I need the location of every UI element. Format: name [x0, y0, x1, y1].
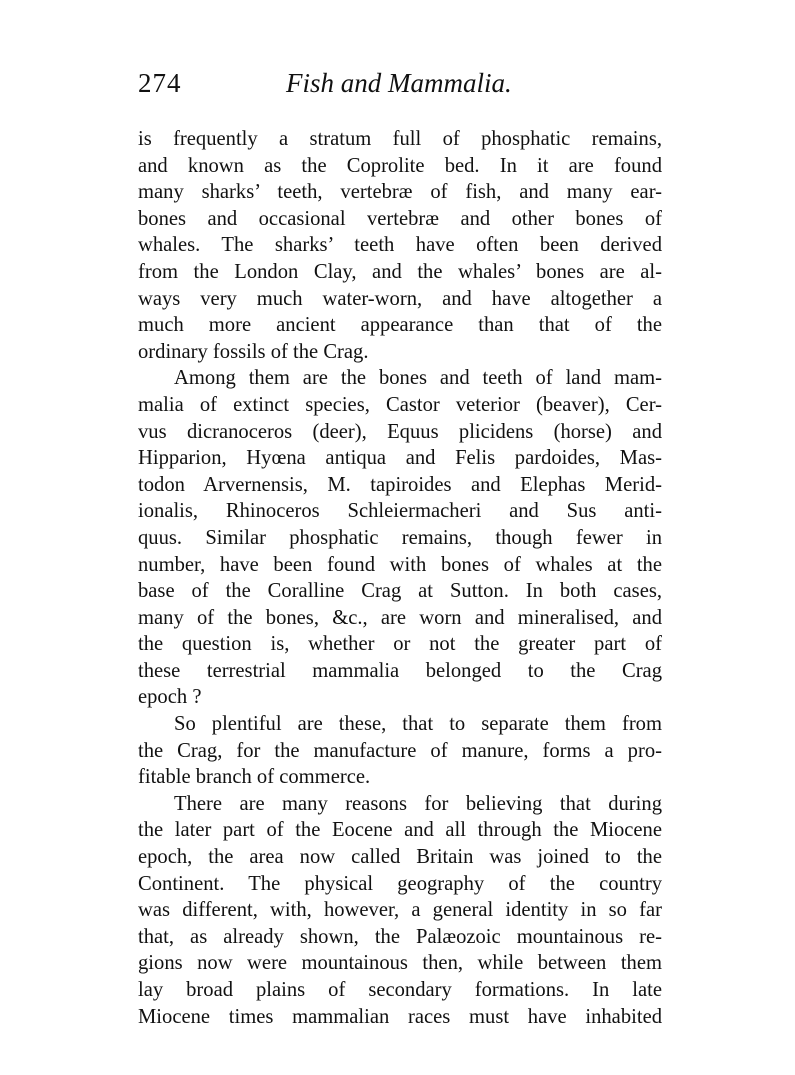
paragraph-4: [138, 791, 662, 1030]
paragraph-2: [138, 365, 662, 711]
text-line: epoch, the area now called Britain was joined to the: [138, 846, 662, 869]
text-line: So plentiful are these, that to separate them from: [174, 713, 662, 736]
text-line: number, have been found with bones of whales at the: [138, 553, 662, 576]
page-header: [138, 68, 663, 108]
text-line: ways very much water-worn, and have altogether a: [138, 287, 662, 310]
text-line: todon Arvernensis, M. tapiroides and Elephas Merid-: [138, 473, 662, 496]
page-number: 274: [138, 68, 182, 98]
paragraph-3: [138, 711, 662, 791]
text-line: much more ancient appearance than that of the: [138, 314, 662, 337]
text-line: malia of extinct species, Castor veterior (beaver), Cer-: [138, 393, 662, 416]
text-line: the question is, whether or not the greater part of: [138, 633, 662, 656]
text-line: many of the bones, &c., are worn and mineralised, and: [138, 606, 662, 629]
text-line: the later part of the Eocene and all through the Miocene: [138, 819, 662, 842]
text-line: was different, with, however, a general identity in so far: [138, 899, 662, 922]
text-line: Among them are the bones and teeth of land mam-: [174, 367, 662, 390]
text-line: Continent. The physical geography of the country: [138, 872, 662, 895]
text-line: vus dicranoceros (deer), Equus plicidens (horse) and: [138, 420, 662, 443]
text-line: quus. Similar phosphatic remains, though fewer in: [138, 526, 662, 549]
text-line: that, as already shown, the Palæozoic mountainous re-: [138, 925, 662, 948]
paragraph-1: [138, 126, 662, 365]
text-line: many sharks’ teeth, vertebræ of fish, and many ear-: [138, 181, 662, 204]
text-line: gions now were mountainous then, while between them: [138, 952, 662, 975]
text-line: these terrestrial mammalia belonged to the Crag: [138, 659, 662, 682]
text-line: There are many reasons for believing that during: [174, 792, 662, 815]
text-line: epoch ?: [138, 686, 202, 709]
text-line: Miocene times mammalian races must have inhabited: [138, 1005, 662, 1028]
text-line: ordinary fossils of the Crag.: [138, 340, 369, 363]
text-line: fitable branch of commerce.: [138, 766, 371, 789]
text-line: ionalis, Rhinoceros Schleiermacheri and Sus anti-: [138, 500, 662, 523]
text-line: is frequently a stratum full of phosphatic remains,: [138, 128, 662, 150]
text-line: from the London Clay, and the whales’ bones are al-: [138, 260, 662, 283]
text-line: Hipparion, Hyœna antiqua and Felis pardoides, Mas-: [138, 447, 662, 470]
text-line: base of the Coralline Crag at Sutton. In both cases,: [138, 580, 662, 603]
text-line: whales. The sharks’ teeth have often been derived: [138, 234, 662, 257]
body-text: [138, 126, 662, 1030]
text-line: lay broad plains of secondary formations. In late: [138, 979, 662, 1001]
text-line: bones and occasional vertebræ and other bones of: [138, 207, 662, 230]
running-title: Fish and Mammalia.: [286, 68, 512, 98]
text-line: the Crag, for the manufacture of manure, forms a pro-: [138, 739, 662, 762]
text-line: and known as the Coprolite bed. In it are found: [138, 154, 662, 177]
